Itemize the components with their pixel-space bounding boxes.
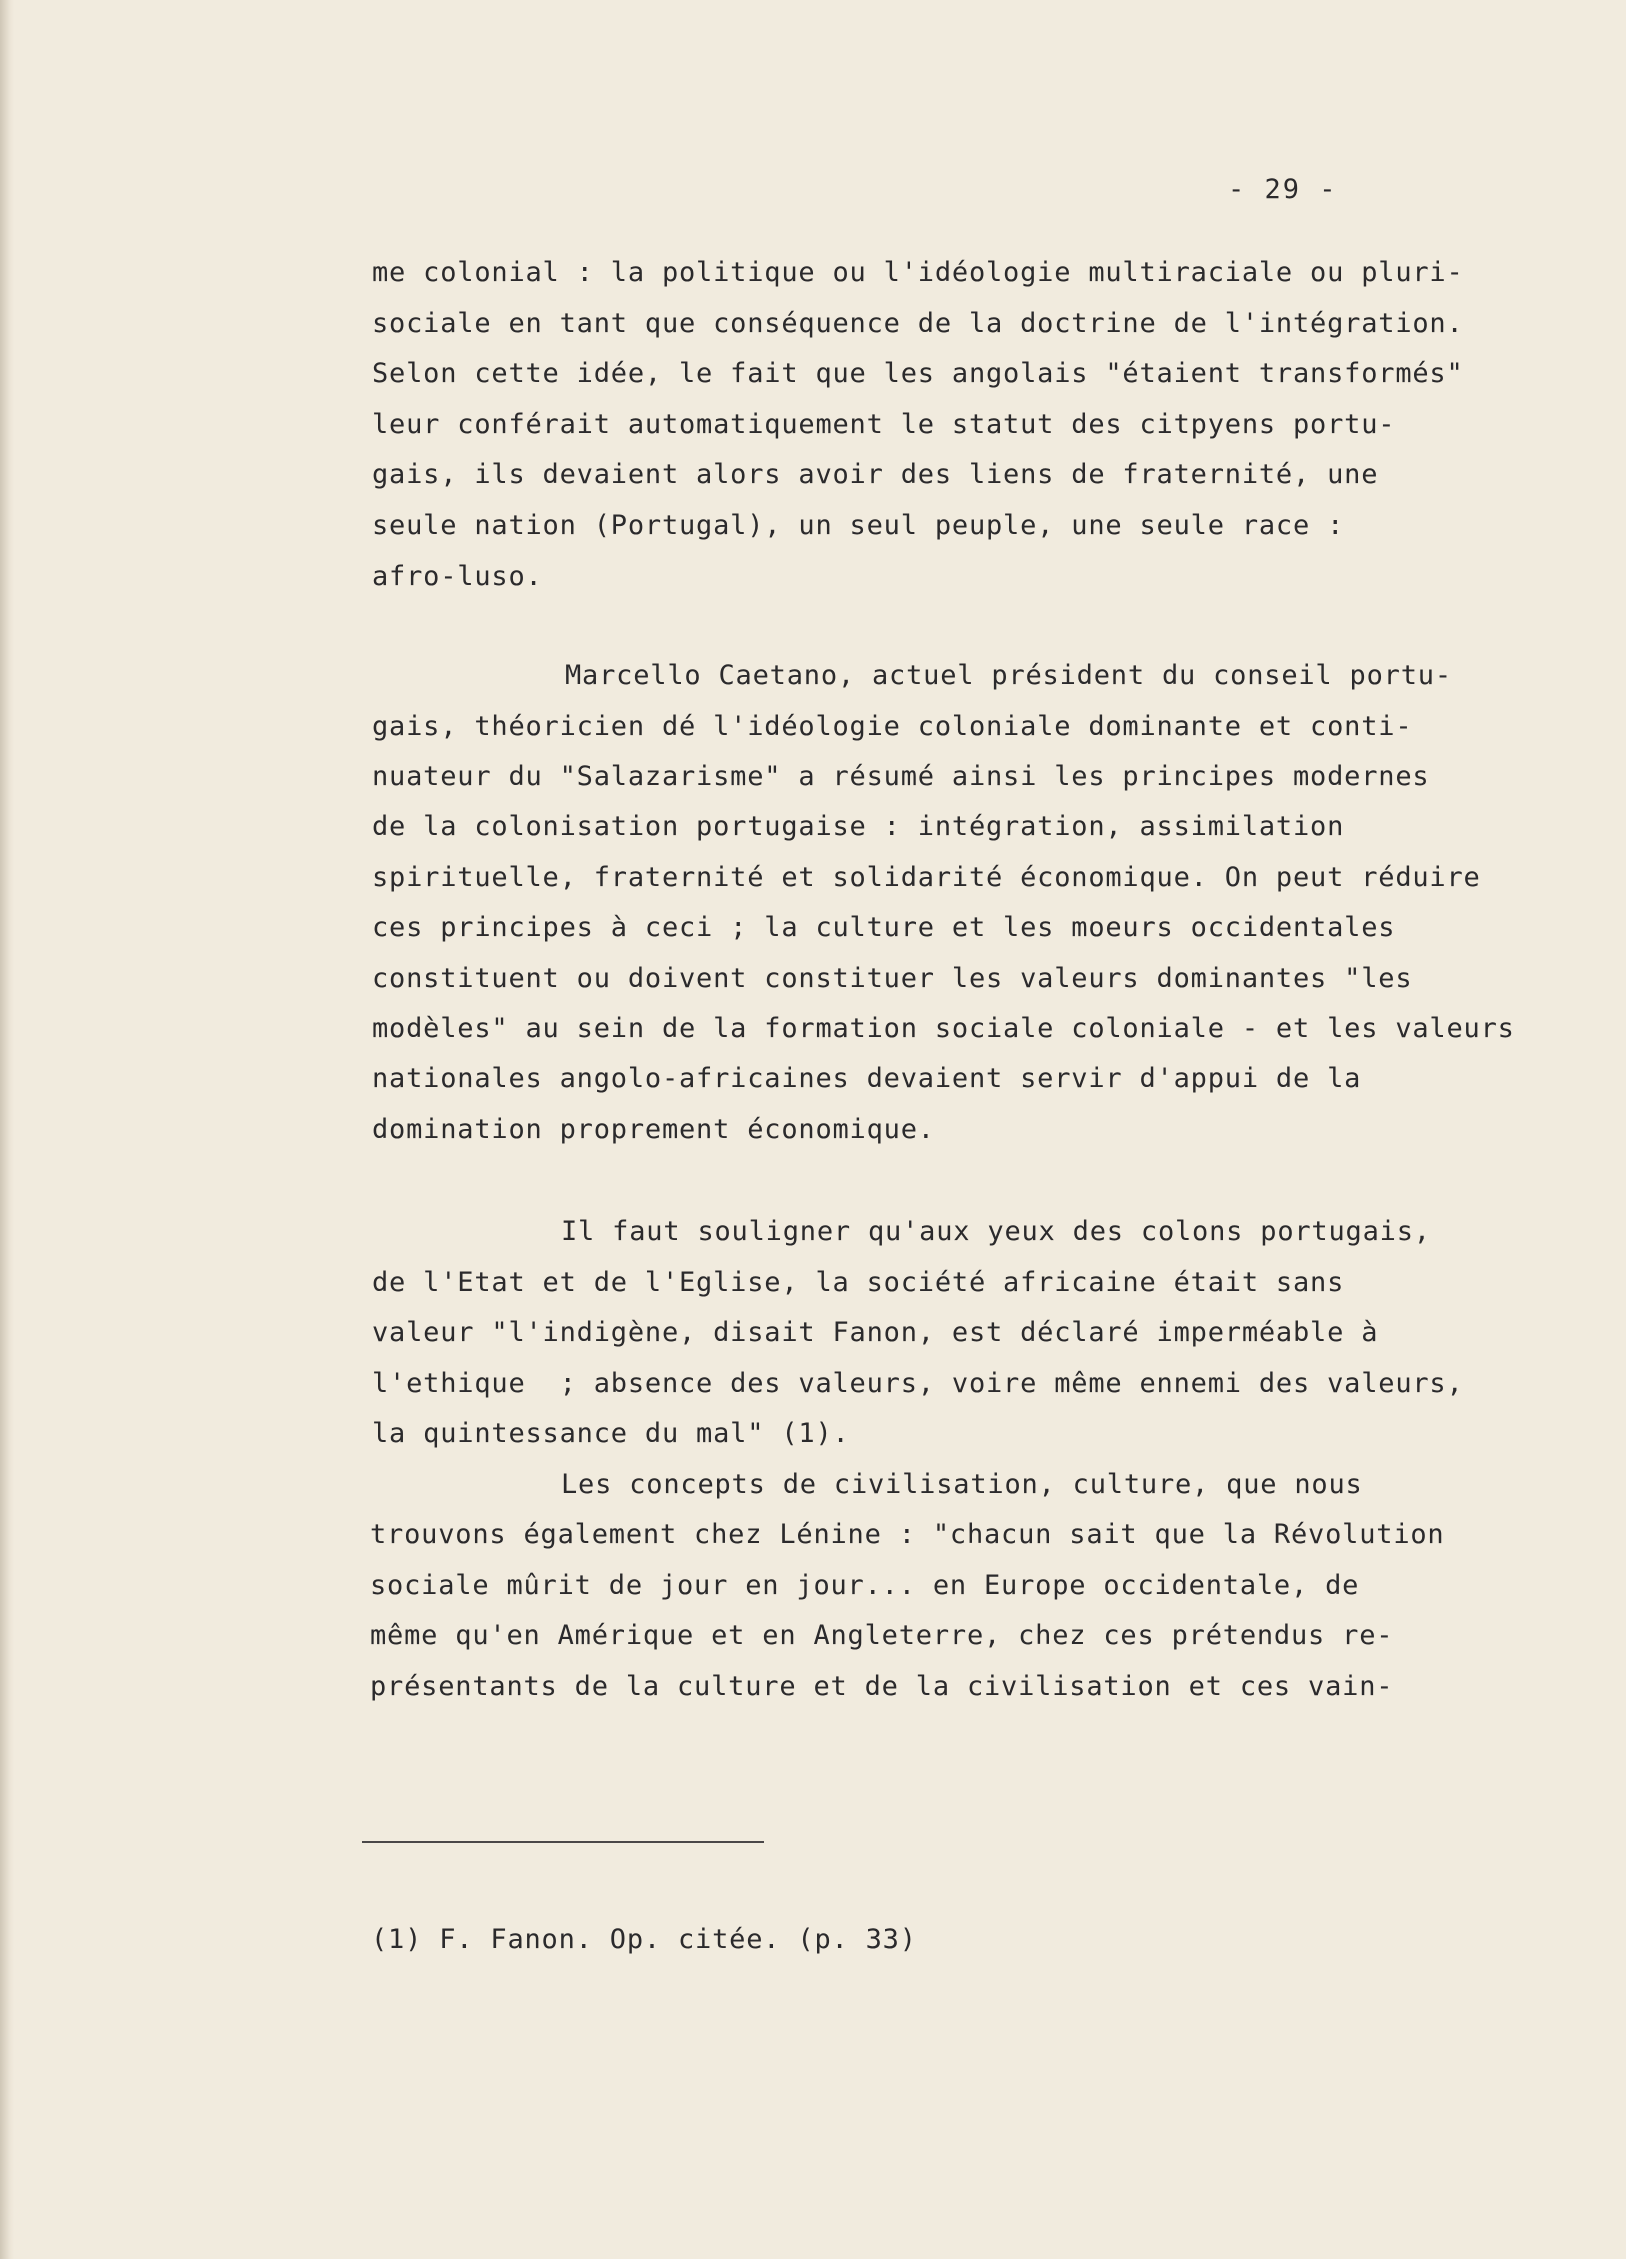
text-line: Selon cette idée, le fait que les angolais "étaient transformés" bbox=[372, 358, 1464, 389]
text-line: sociale en tant que conséquence de la doctrine de l'intégration. bbox=[372, 308, 1464, 339]
text-line: gais, théoricien dé l'idéologie coloniale dominante et conti- bbox=[372, 711, 1413, 742]
text-line: Marcello Caetano, actuel président du conseil portu- bbox=[565, 660, 1452, 691]
text-line: présentants de la culture et de la civilisation et ces vain- bbox=[370, 1671, 1394, 1702]
text-line: leur conférait automatiquement le statut des citpyens portu- bbox=[372, 409, 1396, 440]
text-line: modèles" au sein de la formation sociale coloniale - et les valeurs bbox=[372, 1013, 1515, 1044]
text-line: gais, ils devaient alors avoir des liens de fraternité, une bbox=[372, 459, 1379, 490]
text-line: nuateur du "Salazarisme" a résumé ainsi les principes modernes bbox=[372, 761, 1430, 792]
text-line: trouvons également chez Lénine : "chacun sait que la Révolution bbox=[370, 1519, 1445, 1550]
footnote-separator bbox=[362, 1841, 764, 1843]
page-number: - 29 - bbox=[1228, 174, 1338, 205]
text-line: Les concepts de civilisation, culture, que nous bbox=[561, 1469, 1363, 1500]
page-binding-edge bbox=[0, 0, 14, 2259]
footnote: (1) F. Fanon. Op. citée. (p. 33) bbox=[371, 1924, 917, 1955]
text-line: sociale mûrit de jour en jour... en Europe occidentale, de bbox=[370, 1570, 1360, 1601]
text-line: domination proprement économique. bbox=[372, 1114, 935, 1145]
text-line: de l'Etat et de l'Eglise, la société africaine était sans bbox=[372, 1267, 1345, 1298]
text-line: l'ethique ; absence des valeurs, voire même ennemi des valeurs, bbox=[372, 1368, 1464, 1399]
text-line: nationales angolo-africaines devaient servir d'appui de la bbox=[372, 1063, 1362, 1094]
text-line: constituent ou doivent constituer les valeurs dominantes "les bbox=[372, 963, 1413, 994]
text-line: même qu'en Amérique et en Angleterre, chez ces prétendus re- bbox=[370, 1620, 1394, 1651]
text-line: de la colonisation portugaise : intégration, assimilation bbox=[372, 811, 1345, 842]
text-line: spirituelle, fraternité et solidarité économique. On peut réduire bbox=[372, 862, 1481, 893]
text-line: afro-luso. bbox=[372, 561, 543, 592]
text-line: me colonial : la politique ou l'idéologie multiraciale ou pluri- bbox=[372, 257, 1464, 288]
text-line: seule nation (Portugal), un seul peuple, une seule race : bbox=[372, 510, 1345, 541]
text-line: Il faut souligner qu'aux yeux des colons portugais, bbox=[561, 1216, 1431, 1247]
text-line: valeur "l'indigène, disait Fanon, est déclaré imperméable à bbox=[372, 1317, 1379, 1348]
text-line: la quintessance du mal" (1). bbox=[372, 1418, 850, 1449]
text-line: ces principes à ceci ; la culture et les moeurs occidentales bbox=[372, 912, 1396, 943]
